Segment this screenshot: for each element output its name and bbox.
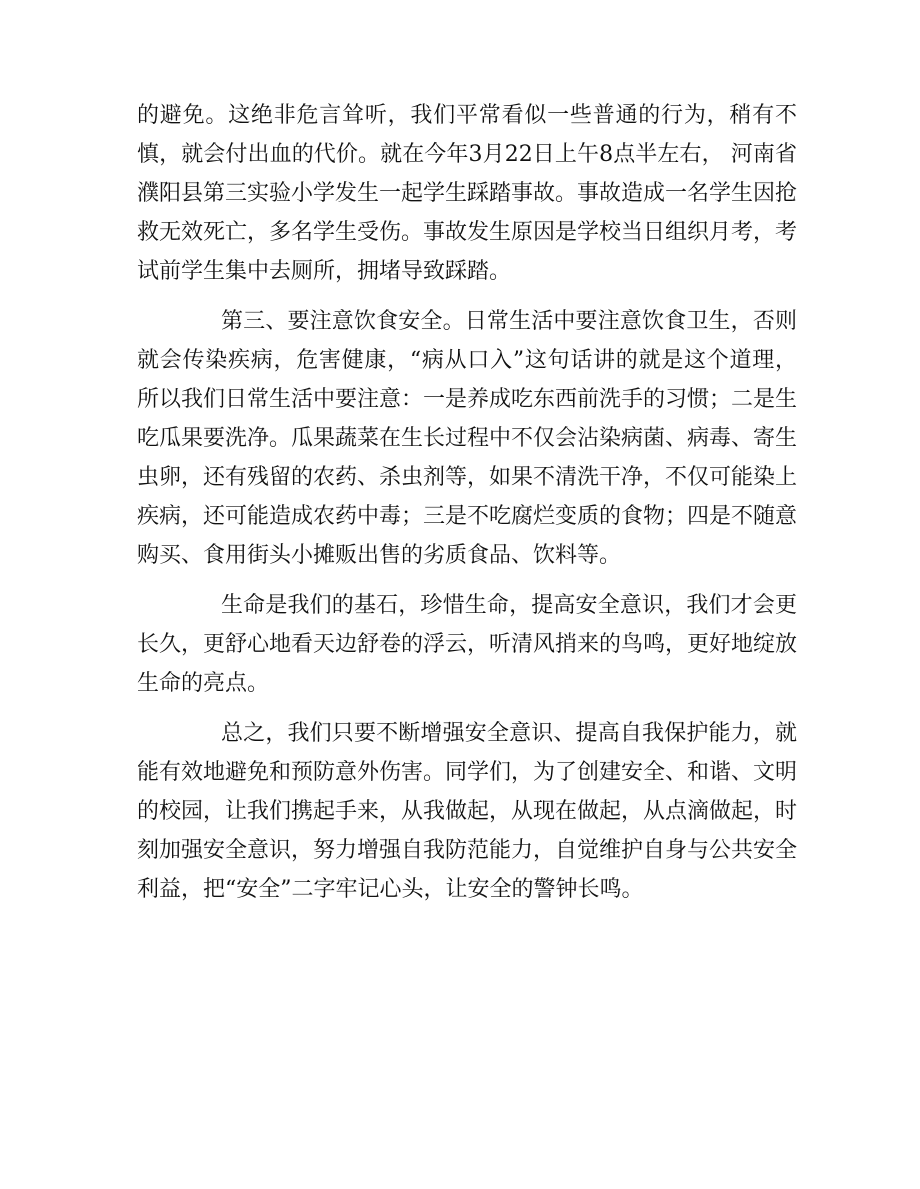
paragraph-conclusion: 总之，我们只要不断增强安全意识、提高自我保护能力，就能有效地避免和预防意外伤害。同学们，为了创建安全、和谐、文明的校园，让我们携起手来，从我做起，从现在做起，从点滴做起，时刻加强安全意识，努力增强自我防范能力，自觉维护自身与公共安全利益，把“安全”二字牢记心头，让安全的警钟长鸣。 [137,721,798,902]
document-body [137,96,797,920]
paragraph-continuation-stampede: 的避免。这绝非危言耸听，我们平常看似一些普通的行为，稍有不慎，就会付出血的代价。就在今年3月22日上午8点半左右， 河南省濮阳县第三实验小学发生一起学生踩踏事故。事故造成一名学生因抢救无效死亡，多名学生受伤。事故发生原因是学校当日组织月考，考试前学生集中去厕所，拥堵导致踩踏。 [137,103,798,284]
paragraph-cherish-life: 生命是我们的基石，珍惜生命，提高安全意识，我们才会更长久，更舒心地看天边舒卷的浮云，听清风捎来的鸟鸣，更好地绽放生命的亮点。 [137,593,798,696]
paragraph-food-safety: 第三、要注意饮食安全。日常生活中要注意饮食卫生，否则就会传染疾病，危害健康，“病从口入”这句话讲的就是这个道理，所以我们日常生活中要注意：一是养成吃东西前洗手的习惯；二是生吃瓜果要洗净。瓜果蔬菜在生长过程中不仅会沾染病菌、病毒、寄生虫卵，还有残留的农药、杀虫剂等，如果不清洗干净，不仅可能染上疾病，还可能造成农药中毒；三是不吃腐烂变质的食物；四是不随意购买、食用街头小摊贩出售的劣质食品、饮料等。 [137,309,798,568]
